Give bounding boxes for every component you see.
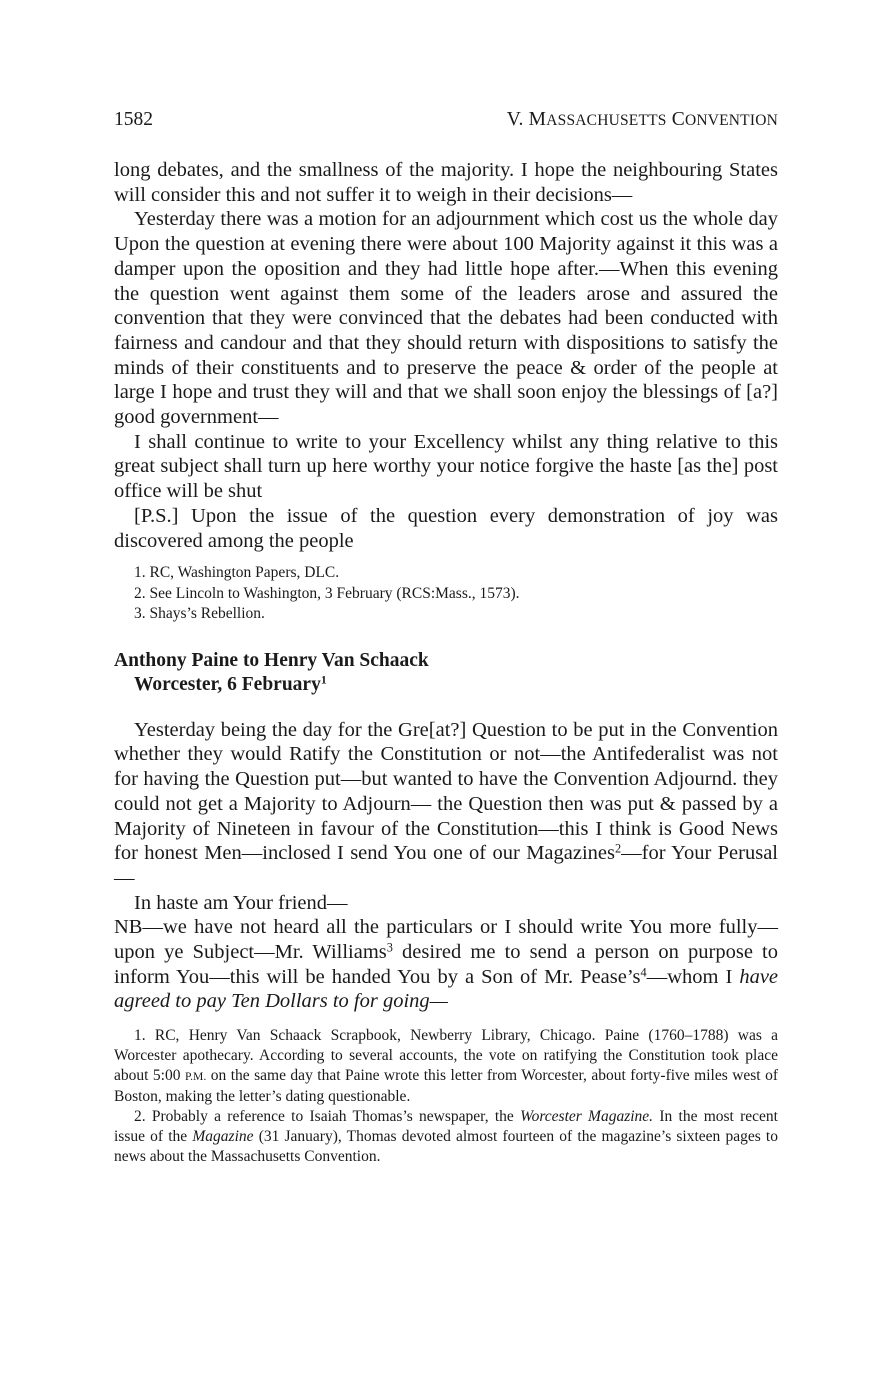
running-head-smallcaps-2: ONVENTION — [684, 112, 778, 129]
fn2-italic-1: Worcester Magazine. — [520, 1108, 654, 1126]
note-ref: 2 — [615, 841, 622, 856]
running-head-roman: V. M — [506, 109, 547, 130]
footnote: 3. Shays’s Rebellion. — [134, 605, 265, 623]
running-head — [507, 106, 778, 135]
dateline-text: Worcester, 6 February — [134, 674, 321, 696]
page-body — [114, 158, 778, 1167]
letter2-closing: In haste am Your friend— — [134, 891, 348, 914]
letter2-p1-text: Yesterday being the day for the Gre[at?] Question to be put in the Convention whether they would Ratify the Constitution or not—the Antifederalist was not for having the Question put—but wanted to have the Convention Adjournd. they could not get a Majority to Adjourn— the Question then was put & passed by a Majority of Nineteen in favour of the Constitution—this I think is Good News for honest Men—inclosed I send You one of our Magazines — [114, 718, 778, 865]
footnote: 2. See Lincoln to Washington, 3 February (RCS:Mass., 1573). — [134, 584, 520, 602]
letter-continuation — [114, 158, 778, 625]
note-ref: 3 — [386, 940, 393, 955]
footnote: 1. RC, Washington Papers, DLC. — [134, 564, 340, 582]
letter-paine — [114, 649, 778, 1167]
letter1-postscript: [P.S.] Upon the issue of the question every demonstration of joy was discovered among the people — [114, 504, 778, 552]
letter1-paragraph-3: I shall continue to write to your Excellency whilst any thing relative to this great subject shall turn up here worthy your notice forgive the haste [as the] post office will be shut — [114, 430, 778, 503]
letter2-footnotes — [114, 1026, 778, 1167]
nb-text-b: desired me to send a person on purpose to inform You—this will be handed You by a Son of Mr. Pease’s — [114, 941, 778, 988]
fn2-text-c: (31 January), Thomas devoted almost fourteen of the magazine’s sixteen pages to news about the Massachusetts Convention. — [114, 1128, 778, 1166]
letter-heading — [114, 649, 778, 698]
letter-heading-dateline — [114, 673, 778, 698]
running-head-capital: C — [666, 109, 685, 130]
note-ref: 4 — [640, 965, 647, 980]
fn2-italic-2: Magazine — [192, 1128, 254, 1146]
fn2-text-b: In the most recent issue of the — [114, 1108, 778, 1146]
fn1-text-a: 1. RC, Henry Van Schaack Scrapbook, Newberry Library, Chicago. Paine (1760–1788) was a Worcester apothecary. According to several accounts, the vote on ratifying the Constitution took place about 5:00 — [114, 1027, 778, 1085]
nb-text-c: —whom I — [646, 965, 740, 988]
letter2-p1-tail: —for Your Perusal— — [114, 842, 778, 889]
letter2-nb-paragraph — [114, 915, 778, 1014]
note-ref: 1 — [320, 673, 327, 687]
letter1-paragraph-2: Yesterday there was a motion for an adjournment which cost us the whole day Upon the question at evening there were about 100 Majority against it this was a damper upon the oposition and they had little hope after.—When this evening the question went against them some of the leaders arose and assured the convention that they were convinced that the debates had been conducted with fairness and candour and that they should return with dispositions to satisfy the minds of their constituents and to preserve the peace & order of the people at large I hope and trust they will and that we shall soon enjoy the blessings of [a?] good government— — [114, 208, 778, 429]
fn1-time: P.M. — [184, 1070, 207, 1084]
letter1-paragraph-1: long debates, and the smallness of the majority. I hope the neighbouring States will consider this and not suffer it to weigh in their decisions— — [114, 159, 778, 206]
page-header — [114, 106, 778, 134]
running-head-smallcaps-1: ASSACHUSETTS — [546, 112, 667, 129]
letter1-footnotes — [114, 563, 778, 625]
letter-body — [114, 718, 778, 1014]
nb-text-a: NB—we have not heard all the particulars or I should write You more fully—upon ye Subject—Mr. Williams — [114, 916, 778, 964]
letter-heading-names: Anthony Paine to Henry Van Schaack — [114, 649, 429, 671]
nb-italic-text: have agreed to pay Ten Dollars to for going— — [114, 965, 779, 1013]
footnote — [114, 1107, 778, 1167]
letter2-paragraph-1 — [114, 718, 778, 891]
fn1-text-b: on the same day that Paine wrote this letter from Worcester, about forty-five miles west of Boston, making the letter’s dating questionable. — [114, 1067, 779, 1106]
page-number: 1582 — [114, 109, 153, 130]
footnote — [114, 1026, 778, 1107]
fn2-text-a: 2. Probably a reference to Isaiah Thomas’s newspaper, the — [134, 1108, 521, 1126]
